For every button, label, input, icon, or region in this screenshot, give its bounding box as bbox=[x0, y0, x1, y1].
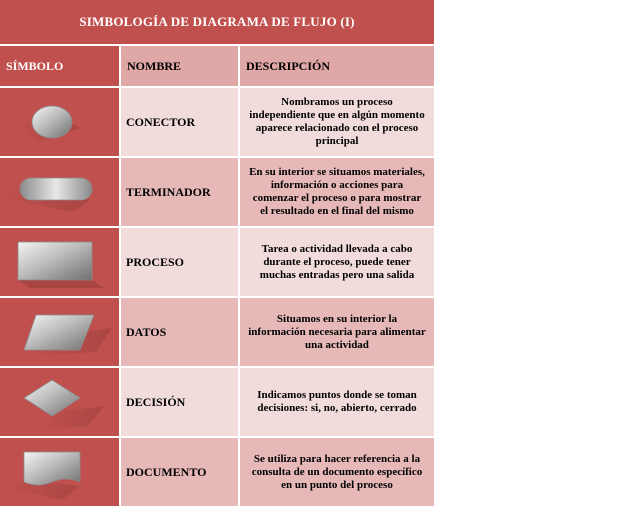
table-row bbox=[0, 368, 434, 436]
table-title: SIMBOLOGÍA DE DIAGRAMA DE FLUJO (I) bbox=[0, 0, 434, 44]
parallelogram-data-icon bbox=[0, 298, 119, 366]
table-row bbox=[0, 158, 434, 226]
header-name: NOMBRE bbox=[121, 46, 238, 86]
symbol-description: Se utiliza para hacer referencia a la consulta de un documento específico en un punto del proceso bbox=[240, 438, 434, 506]
table-row bbox=[0, 88, 434, 156]
symbol-cell bbox=[0, 438, 119, 506]
symbol-name: DATOS bbox=[121, 298, 238, 366]
symbol-cell bbox=[0, 298, 119, 366]
symbol-cell bbox=[0, 368, 119, 436]
symbol-name: TERMINADOR bbox=[121, 158, 238, 226]
table-row bbox=[0, 438, 434, 506]
symbol-name: DECISIÓN bbox=[121, 368, 238, 436]
symbol-cell bbox=[0, 228, 119, 296]
rectangle-process-icon bbox=[0, 228, 119, 296]
symbol-name: DOCUMENTO bbox=[121, 438, 238, 506]
ellipse-connector-icon bbox=[0, 88, 119, 156]
table-row bbox=[0, 228, 434, 296]
symbol-description: Tarea o actividad llevada a cabo durante el proceso, puede tener muchas entradas pero una salida bbox=[240, 228, 434, 296]
rounded-terminator-icon bbox=[0, 158, 119, 226]
symbol-name: CONECTOR bbox=[121, 88, 238, 156]
table-row bbox=[0, 298, 434, 366]
header-description: DESCRIPCIÓN bbox=[240, 46, 434, 86]
diamond-decision-icon bbox=[0, 368, 119, 436]
symbol-description: Situamos en su interior la información necesaria para alimentar una actividad bbox=[240, 298, 434, 366]
symbol-cell bbox=[0, 88, 119, 156]
symbol-description: Nombramos un proceso independiente que en algún momento aparece relacionado con el proceso principal bbox=[240, 88, 434, 156]
symbol-name: PROCESO bbox=[121, 228, 238, 296]
symbol-cell bbox=[0, 158, 119, 226]
symbol-description: Indicamos puntos donde se toman decisiones: si, no, abierto, cerrado bbox=[240, 368, 434, 436]
document-shape-icon bbox=[0, 438, 119, 506]
symbol-description: En su interior se situamos materiales, información o acciones para comenzar el proceso o para mostrar el resultado en el final del mismo bbox=[240, 158, 434, 226]
header-symbol: SÍMBOLO bbox=[0, 46, 119, 86]
